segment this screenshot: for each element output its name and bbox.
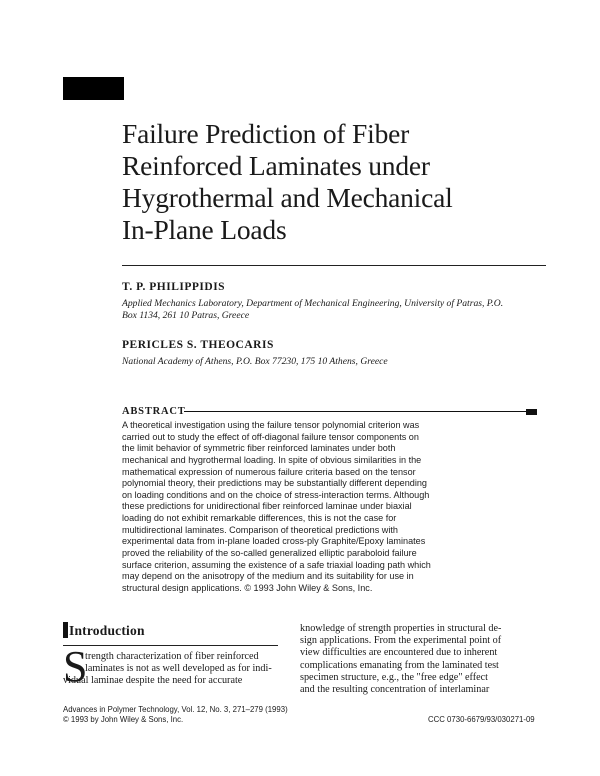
author-name: PERICLES S. THEOCARIS	[122, 339, 274, 351]
abstract-rule	[184, 411, 526, 412]
affiliation-line: Applied Mechanics Laboratory, Department of Mechanical Engineering, University of Patras, P.O.	[122, 298, 504, 309]
header-black-block	[63, 77, 124, 100]
body-line: knowledge of strength properties in structural de-	[300, 623, 502, 634]
intro-right-column	[300, 623, 547, 696]
affiliation-line: Box 1134, 261 10 Patras, Greece	[122, 310, 250, 322]
title-divider	[122, 265, 546, 266]
abstract-line: these predictions for unidirectional fiber reinforced laminae under biaxial	[122, 501, 412, 512]
abstract-heading: ABSTRACT	[122, 406, 186, 417]
copyright-line: © 1993 by John Wiley & Sons, Inc.	[63, 715, 184, 724]
author-name: T. P. PHILIPPIDIS	[122, 281, 226, 293]
abstract-body	[122, 420, 542, 594]
abstract-line: loading do not exhibit remarkable differences, this is not the case for	[122, 513, 397, 523]
body-line: laminates is not as well developed as for indi-	[85, 663, 272, 675]
body-line: trength characterization of fiber reinforced	[85, 651, 259, 662]
introduction-heading: Introduction	[69, 623, 145, 638]
footer-citation	[63, 705, 288, 725]
body-line: view difficulties are encountered due to inherent	[300, 647, 498, 659]
abstract-line: the limit behavior of symmetric fiber reinforced laminates under both	[122, 443, 396, 454]
abstract-line: mechanical and hygrothermal loading. In spite of obvious similarities in the	[122, 454, 422, 465]
body-line: and the resulting concentration of interlaminar	[300, 684, 490, 696]
abstract-line: proved the reliability of the so-called generalized elliptic paraboloid failure	[122, 547, 417, 558]
abstract-line: on loading conditions and on the choice of stress-interaction terms. Although	[122, 489, 430, 500]
abstract-line: surface criterion, assuming the existence of a safe triaxial loading path which	[122, 559, 431, 570]
section-divider	[63, 645, 278, 646]
body-line: specimen structure, e.g., the "free edge" effect	[300, 671, 489, 683]
title-line: Reinforced Laminates under	[122, 150, 430, 181]
abstract-line: mathematical expression of numerous failure criteria based on the tensor	[122, 466, 416, 477]
article-title	[122, 118, 542, 246]
title-line: In-Plane Loads	[122, 214, 287, 245]
affiliation-line: National Academy of Athens, P.O. Box 77230, 175 10 Athens, Greece	[122, 356, 388, 367]
body-line: vidual laminae despite the need for accurate	[63, 675, 243, 687]
intro-left-column	[63, 651, 278, 699]
abstract-line: structural design applications. © 1993 John Wiley & Sons, Inc.	[122, 582, 373, 593]
abstract-line: experimental data from in-plane loaded cross-ply Graphite/Epoxy laminates	[122, 536, 426, 547]
title-line: Hygrothermal and Mechanical	[122, 182, 453, 213]
abstract-line: may depend on the anisotropy of the medium and its suitability for use in	[122, 571, 414, 582]
abstract-line: polynomial theory, their predictions may be substantially different depending	[122, 478, 427, 489]
author-affiliation	[122, 356, 547, 368]
section-marker-bar	[63, 622, 68, 638]
title-line: Failure Prediction of Fiber	[122, 118, 410, 149]
journal-citation: Advances in Polymer Technology, Vol. 12, No. 3, 271–279 (1993)	[63, 705, 288, 714]
drop-cap: S	[63, 651, 88, 691]
abstract-rule-end	[526, 409, 537, 415]
body-line: sign applications. From the experimental point of	[300, 635, 502, 647]
abstract-line: multidirectional laminates. Comparison of theoretical predictions with	[122, 524, 398, 535]
abstract-line: carried out to study the effect of off-diagonal failure tensor components on	[122, 431, 419, 442]
body-line: complications emanating from the laminated test	[300, 659, 499, 671]
author-affiliation	[122, 298, 547, 323]
ccc-code: CCC 0730-6679/93/030271-09	[428, 715, 535, 724]
abstract-line: A theoretical investigation using the failure tensor polynomial criterion was	[122, 420, 420, 430]
